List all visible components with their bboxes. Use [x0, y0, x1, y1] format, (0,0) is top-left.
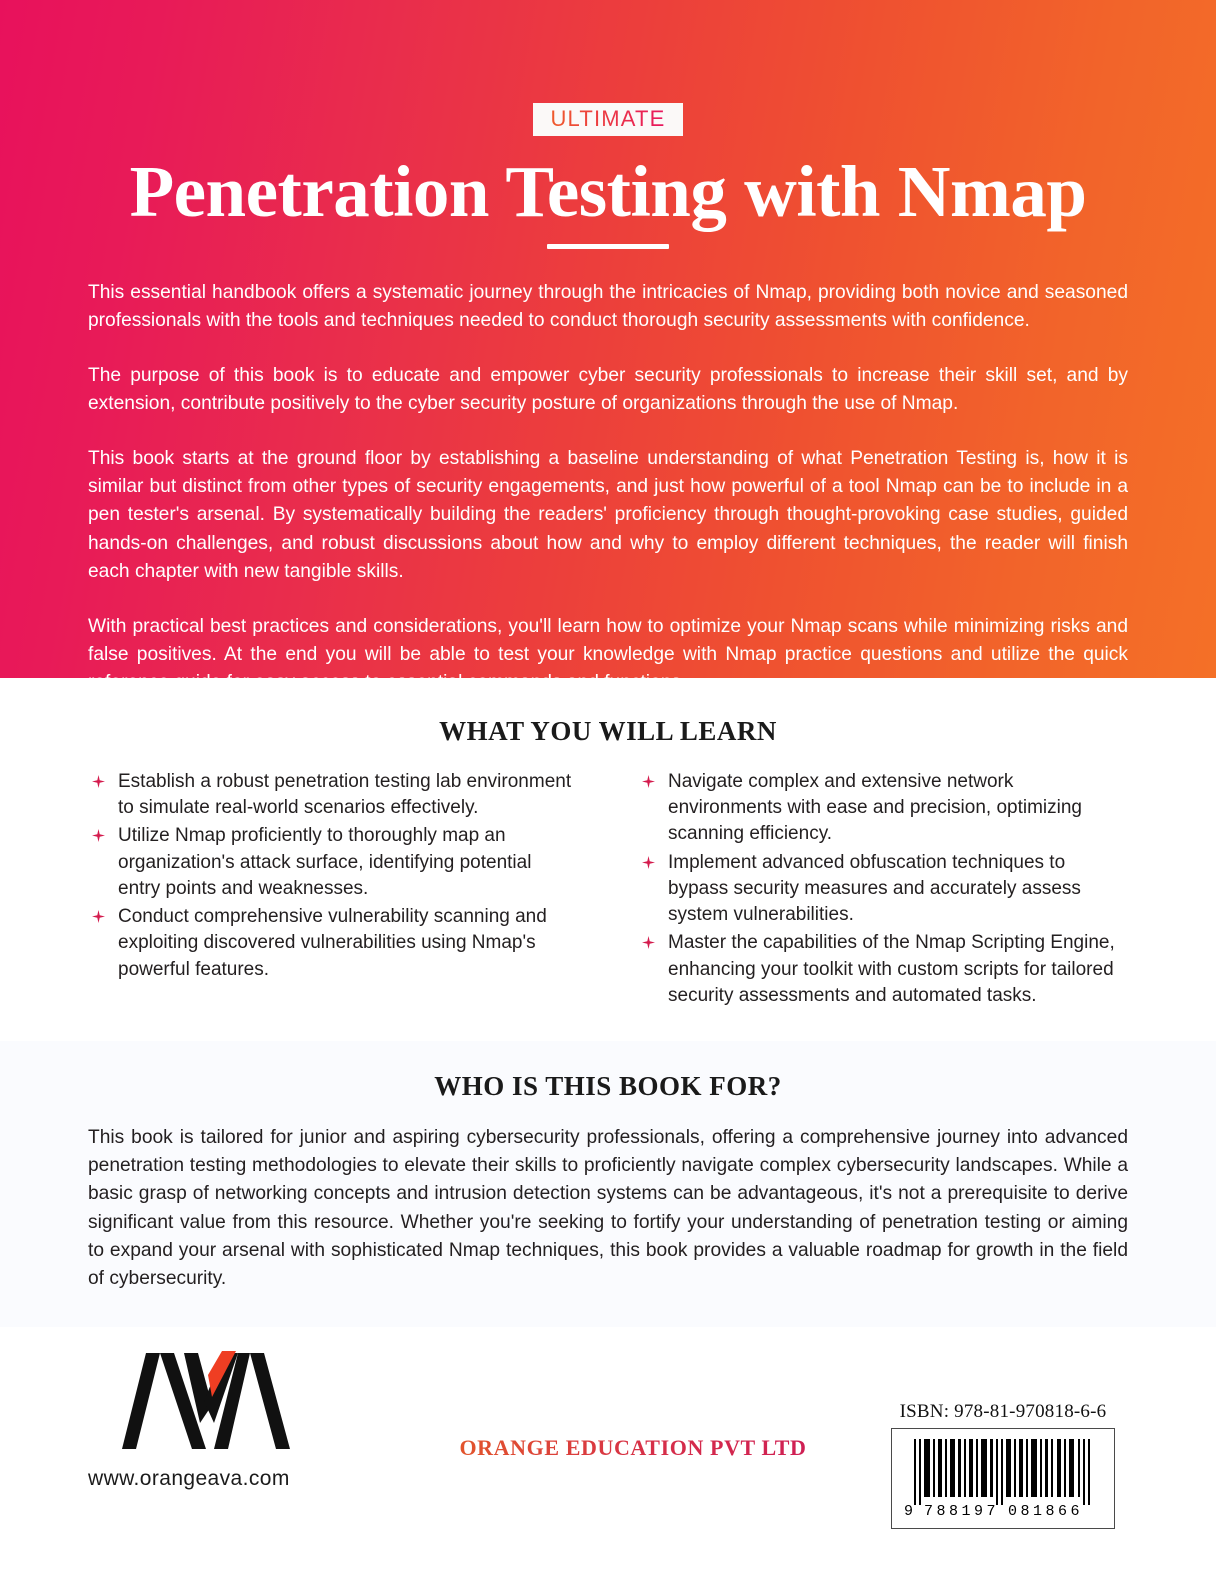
- list-item: [638, 930, 1128, 1009]
- hero-paragraph-1: This essential handbook offers a systematic journey through the intricacies of Nmap, providing both novice and seasoned professionals with the tools and techniques needed to conduct thorough security assessments with confidence.: [88, 281, 1128, 332]
- learn-list-right: [638, 769, 1128, 1009]
- publisher-name: ORANGE EDUCATION PVT LTD: [459, 1435, 807, 1461]
- list-item: [88, 769, 578, 821]
- list-item: [88, 823, 578, 902]
- hero-paragraph-3: This book starts at the ground floor by establishing a baseline understanding of what Penetration Testing is, how it is similar but distinct from other types of security engagements, and just how powerful of a tool Nmap can be to include in a pen tester's arsenal. By systematically building the readers' proficiency through thought-provoking case studies, guided hands-on challenges, and robust discussions about how and why to employ different techniques, the reader will finish each chapter with new tangible skills.: [88, 447, 1128, 583]
- star-bullet-icon: [642, 856, 655, 869]
- ultimate-badge-label: ULTIMATE: [550, 106, 666, 131]
- hero-description: [88, 279, 1128, 698]
- ava-logo-icon: [122, 1349, 290, 1453]
- who-body-text: This book is tailored for junior and aspiring cybersecurity professionals, offering a comprehensive journey into advanced penetration testing methodologies to elevate their skills to proficiently navigate complex cybersecurity landscapes. While a basic grasp of networking concepts and intrusion detection systems can be advantageous, it's not a prerequisite to derive significant value from this resource. Whether you're seeking to fortify your understanding of penetration testing or aiming to expand your arsenal with sophisticated Nmap techniques, this book provides a valuable roadmap for growth in the field of cybersecurity.: [88, 1126, 1128, 1290]
- footer: [0, 1327, 1216, 1557]
- learn-list-left: [88, 769, 578, 983]
- learn-heading: WHAT YOU WILL LEARN: [439, 716, 777, 746]
- star-bullet-icon: [642, 775, 655, 788]
- list-item-text: Conduct comprehensive vulnerability scanning and exploiting discovered vulnerabilities using Nmap's powerful features.: [118, 906, 547, 980]
- star-bullet-icon: [92, 775, 105, 788]
- hero-banner: [0, 0, 1216, 694]
- barcode-left-digit: 9: [904, 1503, 914, 1521]
- learn-column-right: [638, 769, 1128, 1011]
- what-you-will-learn-section: [0, 678, 1216, 1041]
- list-item-text: Utilize Nmap proficiently to thoroughly map an organization's attack surface, identifying potential entry points and weaknesses.: [118, 825, 532, 899]
- book-title: Penetration Testing with Nmap: [129, 151, 1087, 232]
- learn-column-left: [88, 769, 578, 1011]
- hero-paragraph-2: The purpose of this book is to educate and empower cyber security professionals to increase their skill set, and by extension, contribute positively to the cyber security posture of organizations through the use of Nmap.: [88, 364, 1128, 415]
- star-bullet-icon: [642, 936, 655, 949]
- title-underline-rule: [547, 244, 669, 249]
- isbn-label: ISBN: 978-81-970818-6-6: [899, 1401, 1107, 1423]
- barcode-group-two: 081866: [1008, 1503, 1084, 1521]
- learn-columns: [88, 769, 1128, 1011]
- list-item-text: Implement advanced obfuscation techniques to bypass security measures and accurately assess system vulnerabilities.: [668, 851, 1081, 926]
- list-item: [88, 904, 578, 983]
- list-item: [638, 769, 1128, 848]
- who-heading: WHO IS THIS BOOK FOR?: [434, 1070, 782, 1101]
- barcode: [891, 1428, 1115, 1529]
- website-url[interactable]: www.orangeava.com: [88, 1467, 290, 1491]
- star-bullet-icon: [92, 910, 105, 923]
- brand-block: [88, 1349, 388, 1491]
- publisher-block: [388, 1349, 878, 1461]
- list-item-text: Master the capabilities of the Nmap Scripting Engine, enhancing your toolkit with custom scripts for tailored security assessments and automated tasks.: [668, 932, 1115, 1006]
- barcode-group-one: 788197: [924, 1503, 1000, 1521]
- badge-row: [88, 0, 1128, 136]
- isbn-block: [878, 1349, 1128, 1529]
- hero-paragraph-4: With practical best practices and considerations, you'll learn how to optimize your Nmap scans while minimizing risks and false positives. At the end you will be able to test your knowledge with Nmap practice questions and utilize the quick reference guide for easy access to essential commands and functions.: [88, 615, 1128, 694]
- list-item-text: Navigate complex and extensive network environments with ease and precision, optimizing scanning efficiency.: [668, 771, 1082, 845]
- barcode-icon: [900, 1435, 1106, 1521]
- list-item-text: Establish a robust penetration testing lab environment to simulate real-world scenarios effectively.: [118, 771, 572, 819]
- list-item: [638, 850, 1128, 929]
- star-bullet-icon: [92, 829, 105, 842]
- who-is-this-book-for-section: [0, 1041, 1216, 1327]
- ultimate-badge: [533, 103, 682, 136]
